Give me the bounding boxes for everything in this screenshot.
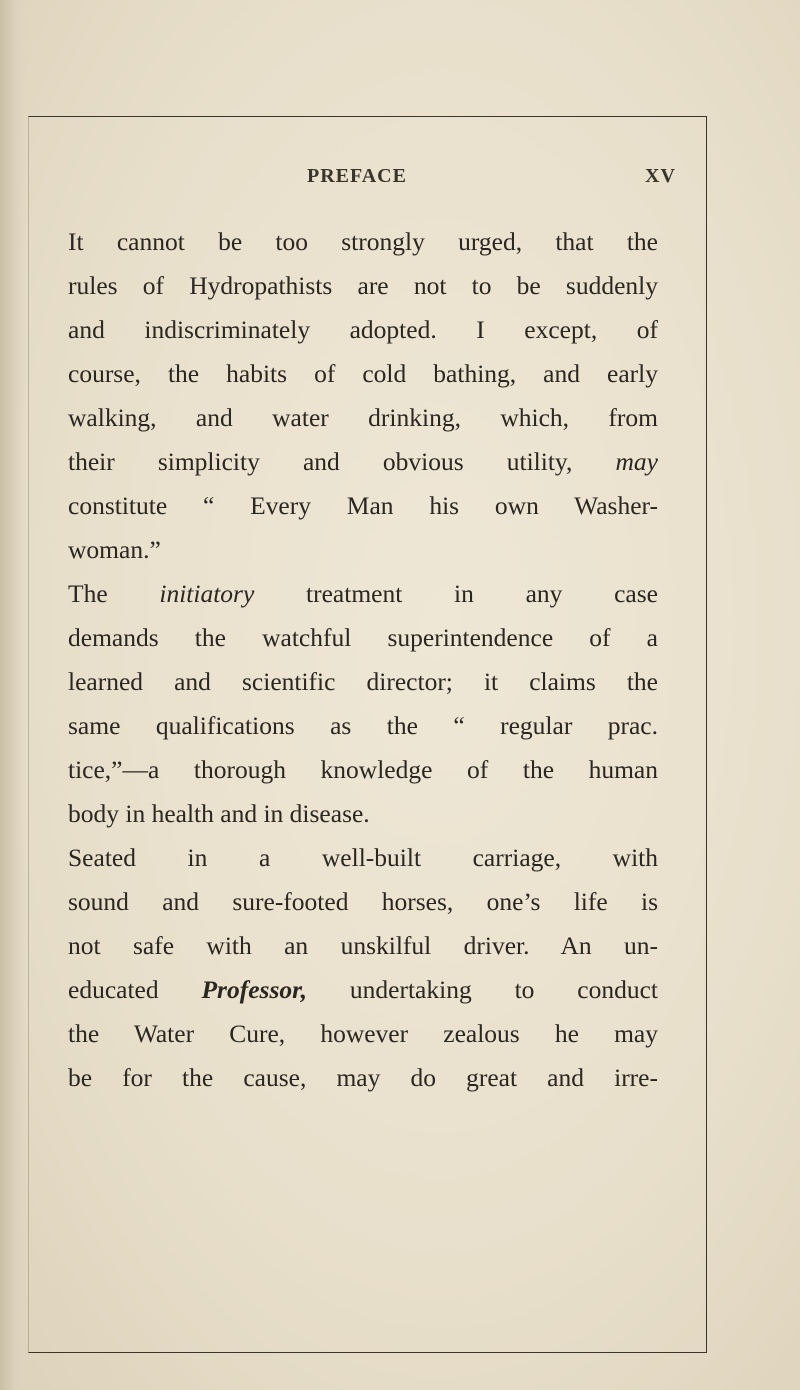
italic-word: may	[615, 447, 658, 476]
text-line: rules of Hydropathists are not to be suddenly	[68, 271, 658, 300]
page-header	[0, 165, 800, 195]
text-line: demands the watchful superintendence of a	[68, 623, 658, 652]
text-run: The	[68, 579, 160, 608]
text-line: It cannot be too strongly urged, that the	[68, 227, 658, 256]
body-text	[68, 220, 658, 1100]
text-line: constitute “ Every Man his own Washer-	[68, 491, 658, 520]
text-line: the Water Cure, however zealous he may	[68, 1019, 658, 1048]
italic-word: Professor,	[201, 975, 308, 1004]
text-line: Seated in a well-built carriage, with	[68, 843, 658, 872]
text-line: walking, and water drinking, which, from	[68, 403, 658, 432]
text-line: tice,”—a thorough knowledge of the human	[68, 755, 658, 784]
text-line	[68, 572, 658, 616]
running-title: PREFACE	[307, 165, 407, 187]
page-number: XV	[645, 165, 676, 187]
text-run: treatment in any case	[254, 579, 658, 608]
italic-word: initiatory	[159, 579, 255, 608]
text-line: be for the cause, may do great and irre-	[68, 1063, 658, 1092]
text-line: and indiscriminately adopted. I except, of	[68, 315, 658, 344]
text-line	[68, 440, 658, 484]
text-line: course, the habits of cold bathing, and early	[68, 359, 658, 388]
text-run: educated	[68, 975, 202, 1004]
text-run: undertaking to conduct	[307, 975, 659, 1004]
text-line: learned and scientific director; it claims the	[68, 667, 658, 696]
text-line: not safe with an unskilful driver. An un-	[68, 931, 658, 960]
text-line: body in health and in disease.	[68, 799, 370, 828]
text-line: sound and sure-footed horses, one’s life is	[68, 887, 658, 916]
text-line: woman.”	[68, 535, 161, 564]
gutter-shadow	[0, 0, 26, 1390]
text-line: same qualifications as the “ regular prac.	[68, 711, 658, 740]
text-run: their simplicity and obvious utility,	[68, 447, 616, 476]
text-line	[68, 968, 658, 1012]
